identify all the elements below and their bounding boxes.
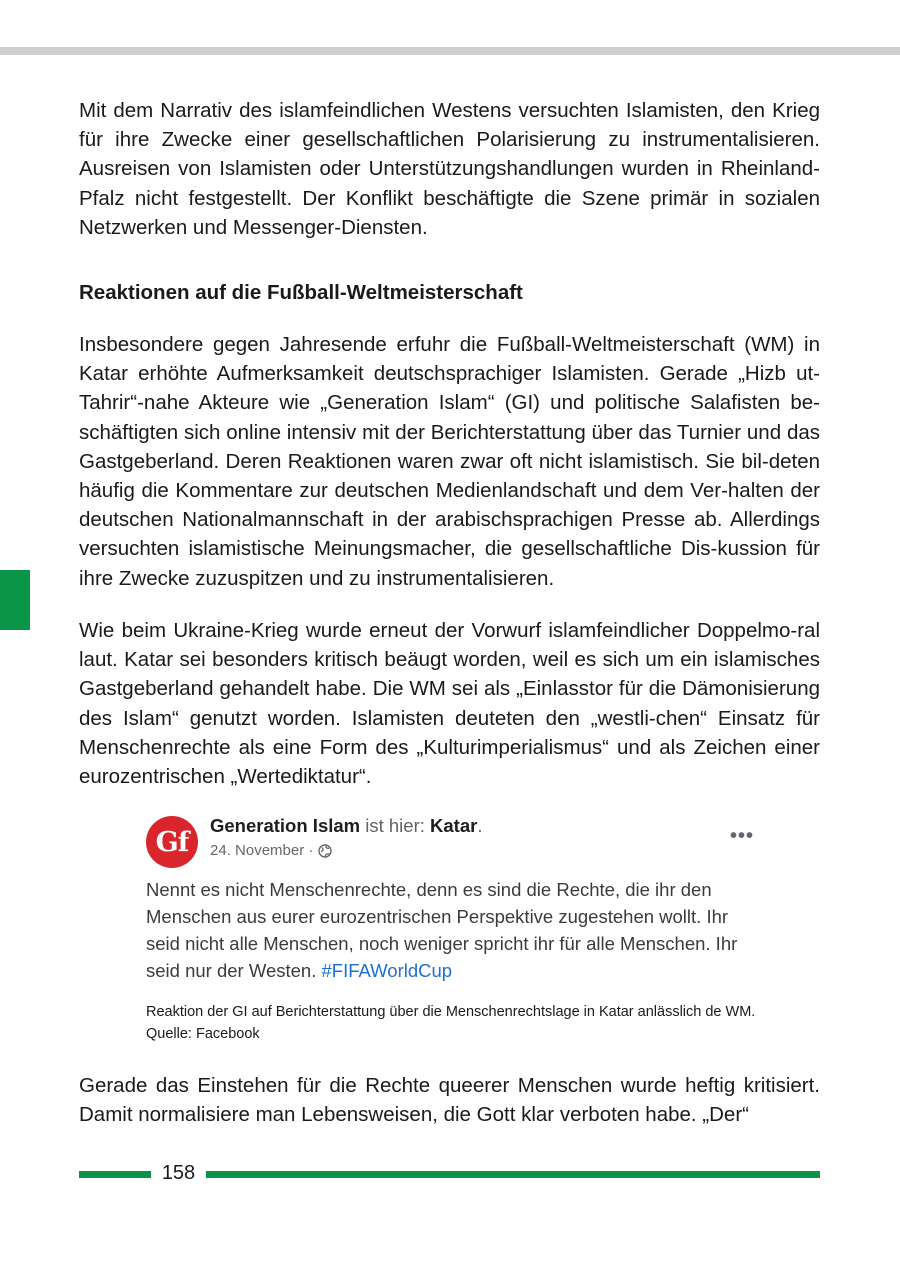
post-location: Katar: [430, 815, 478, 836]
paragraph-doppelmoral: Wie beim Ukraine-Krieg wurde erneut der Vorwurf islamfeindlicher Doppelmo-ral laut. Katar sei besonders kritisch beäugt worden, weil es sich um ein islamisches Gastgeberland gehandelt habe. Die WM sei als „Einlasstor für die Dämonisierung des Islam“ genutzt worden. Islamisten deuteten den „westli-chen“ Einsatz für Menschenrechte als eine Form des „Kulturimperialismus“ und als Zeichen einer eurozentrischen „Wertediktatur“.: [79, 619, 820, 789]
paragraph-queer-rechte: Gerade das Einstehen für die Rechte queerer Menschen wurde heftig kritisiert. Damit normalisiere man Lebensweisen, die Gott klar verboten habe. „Der“: [79, 1074, 820, 1127]
section-heading: Reaktionen auf die Fußball-Weltmeisterschaft: [79, 281, 523, 304]
top-rule: [0, 47, 900, 55]
page-number: 158: [161, 1162, 196, 1184]
post-date-row: [210, 842, 332, 859]
generation-islam-logo: [146, 816, 198, 868]
more-options-icon: •••: [730, 825, 755, 847]
post-date: 24. November ·: [210, 842, 314, 859]
logo-text: Gf: [155, 826, 189, 858]
footer-bar-right: [206, 1171, 820, 1178]
post-header: [210, 814, 482, 838]
post-location-prefix: ist hier:: [360, 815, 431, 836]
post-author: Generation Islam: [210, 815, 361, 836]
hashtag-link: #FIFAWorldCup: [321, 960, 453, 981]
paragraph-narrativ: Mit dem Narrativ des islamfeindlichen Westens versuchten Islamisten, den Krieg für ihre Zwecke einer gesellschaftlichen Polarisierung zu instrumentalisieren. Ausreisen von Islamisten oder Unterstützungshandlungen wurden in Rheinland-Pfalz nicht festgestellt. Der Konflikt beschäftigte die Szene primär in sozialen Netzwerken und Messenger-Diensten.: [79, 99, 820, 239]
post-location-suffix: .: [477, 815, 483, 836]
globe-icon: [318, 844, 332, 858]
post-body: Nennt es nicht Menschenrechte, denn es sind die Rechte, die ihr den Menschen aus eurer eurozentrischen Perspektive zugestehen wollt. Ihr seid nicht alle Menschen, noch weniger spricht ihr für alle Menschen. Ihr seid nur der Westen.: [146, 879, 738, 981]
post-text: [146, 876, 766, 984]
footer-bar-left: [79, 1171, 151, 1178]
chapter-side-tab: [0, 570, 30, 630]
figure-caption: Reaktion der GI auf Berichterstattung über die Menschenrechtslage in Katar anlässlich de WM. Quelle: Facebook: [146, 1004, 756, 1042]
paragraph-wm-aufmerksamkeit: Insbesondere gegen Jahresende erfuhr die Fußball-Weltmeisterschaft (WM) in Katar erhöhte Aufmerksamkeit deutschsprachiger Islamisten. Gerade „Hizb ut-Tahrir“-nahe Akteure wie „Generation Islam“ (GI) und politische Salafisten be-schäftigten sich online intensiv mit der Berichterstattung über das Turnier und das Gastgeberland. Deren Reaktionen waren zwar oft nicht islamistisch. Sie bil-deten häufig die Kommentare zur deutschen Medienlandschaft und dem Ver-halten der deutschen Nationalmannschaft in der arabischsprachigen Presse ab. Allerdings versuchten islamistische Meinungsmacher, die gesellschaftliche Dis-kussion für ihre Zwecke zuzuspitzen und zu instrumentalisieren.: [79, 333, 820, 590]
